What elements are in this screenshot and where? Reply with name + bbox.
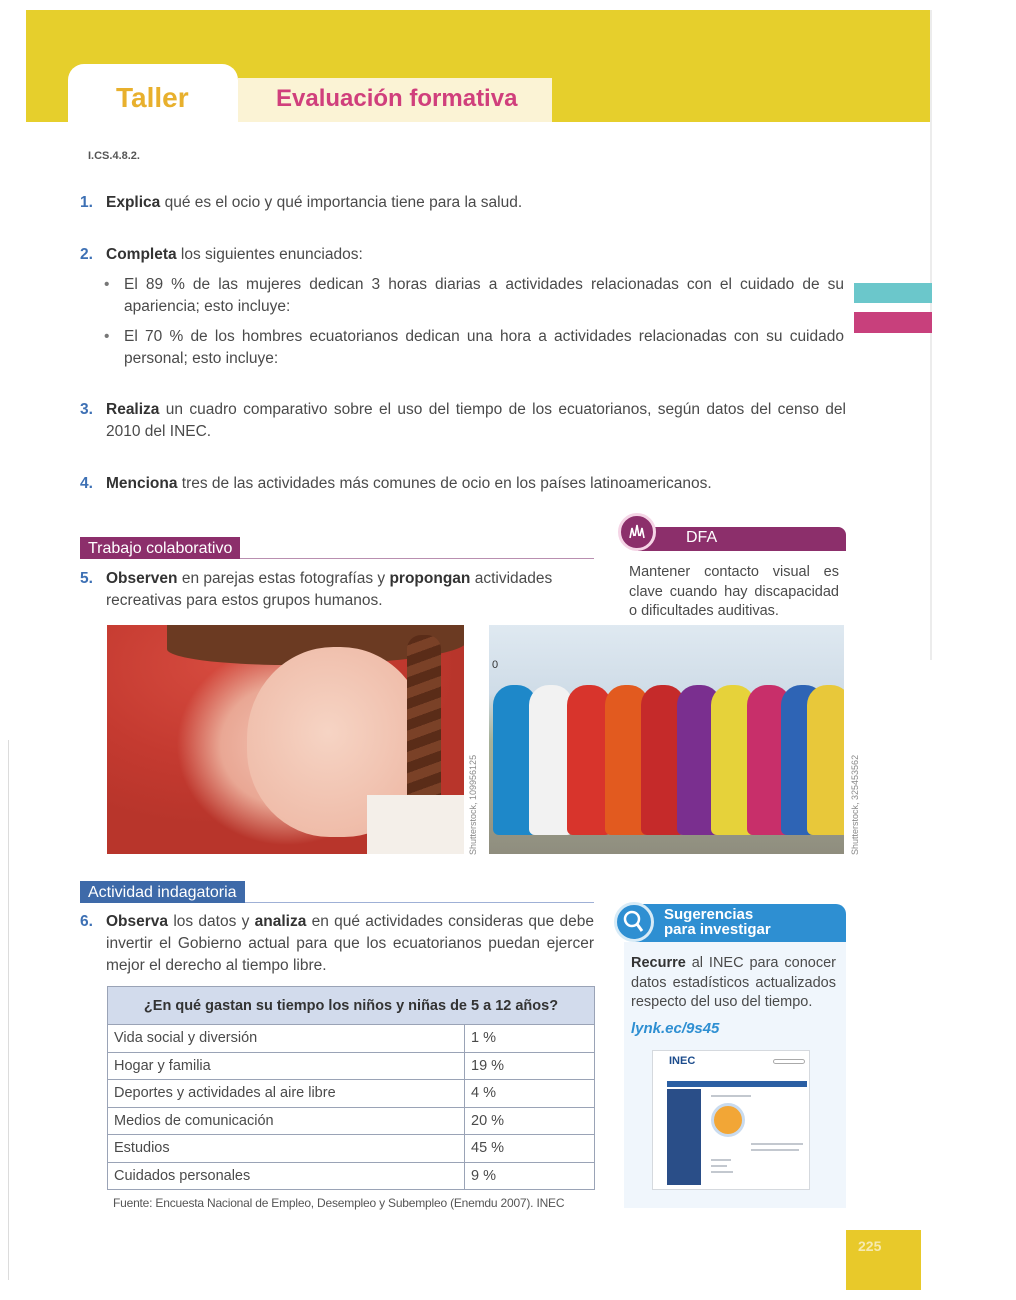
question-6: [80, 911, 594, 977]
text-line: [711, 1159, 731, 1161]
percent-cell: 1 %: [465, 1025, 595, 1053]
table-row: [108, 1025, 595, 1053]
question-text-2: en qué actividades consideras que debe invertir el Gobierno actual para que los ecuatorianos puedan ejercer mejor el derecho al tiempo libre.: [106, 913, 594, 974]
taller-title: Taller: [116, 82, 189, 113]
photo-girl: [107, 625, 464, 854]
text-line: [751, 1149, 799, 1151]
sugerencias-text: [631, 954, 836, 1013]
sugerencias-bar: [634, 904, 846, 942]
sugerencias-body: al INEC para conocer datos estadísticos actualizados respecto del uso del tiempo.: [631, 955, 836, 1010]
magnifier-icon: [614, 902, 654, 942]
question-verb: Completa: [106, 246, 177, 263]
section-heading-label: Trabajo colaborativo: [80, 537, 240, 559]
text-line: [711, 1165, 727, 1167]
percent-cell: 45 %: [465, 1135, 595, 1163]
table-title: ¿En qué gastan su tiempo los niños y niñas de 5 a 12 años?: [108, 987, 595, 1025]
crowd-figure: [807, 685, 844, 835]
bullet-text: El 70 % de los hombres ecuatorianos dedican una hora a actividades relacionadas con su cuidado personal; esto incluye:: [124, 328, 844, 367]
question-text: tres de las actividades más comunes de ocio en los países latinoamericanos.: [177, 475, 712, 492]
question-verb: Realiza: [106, 401, 160, 418]
nav-bar-thumbnail: [667, 1081, 807, 1087]
dfa-box: [618, 525, 846, 625]
table-source: Fuente: Encuesta Nacional de Empleo, Desempleo y Subempleo (Enemdu 2007). INEC: [113, 1196, 565, 1210]
activity-cell: Hogar y familia: [108, 1052, 465, 1080]
text-line: [711, 1095, 751, 1097]
globe-graphic: [711, 1103, 745, 1137]
photo-credit-2: Shutterstock, 325453562: [850, 754, 860, 855]
percent-cell: 9 %: [465, 1162, 595, 1190]
activity-cell: Medios de comunicación: [108, 1107, 465, 1135]
question-number: 4.: [80, 475, 93, 492]
table-row: [108, 1107, 595, 1135]
question-2: [80, 244, 850, 266]
skill-code: I.CS.4.8.2.: [88, 150, 140, 162]
question-text: los datos y: [168, 913, 255, 930]
right-rule: [930, 10, 932, 660]
photo-credit-1: Shutterstock, 109956125: [468, 754, 478, 855]
question-number: 5.: [80, 570, 93, 587]
section-heading-label: Actividad indagatoria: [80, 881, 245, 903]
question-1: [80, 192, 850, 214]
percent-cell: 20 %: [465, 1107, 595, 1135]
inec-link[interactable]: lynk.ec/9s45: [631, 1020, 720, 1037]
question-text-2: actividades recreativas para estos grupos humanos.: [106, 570, 553, 609]
activity-cell: Estudios: [108, 1135, 465, 1163]
table-row: [108, 1135, 595, 1163]
photo-marker: 0: [492, 659, 499, 671]
page-number-tab: [846, 1230, 921, 1290]
inec-website-thumbnail: [652, 1050, 810, 1190]
question-verb: Menciona: [106, 475, 178, 492]
question-4: [80, 473, 850, 495]
table-row: [108, 1052, 595, 1080]
dfa-bar: [638, 527, 846, 551]
bullet-dot: •: [104, 328, 110, 345]
photo-group: [489, 625, 844, 854]
table-row: [108, 1162, 595, 1190]
question-verb-2: propongan: [389, 570, 471, 587]
hands-icon: [618, 513, 656, 551]
trabajo-colaborativo-heading: [80, 537, 594, 559]
question-text: qué es el ocio y qué importancia tiene para la salud.: [160, 194, 523, 211]
page-number: 225: [858, 1238, 882, 1254]
side-marker-pink: [854, 312, 932, 333]
table-row: [108, 1080, 595, 1108]
bullet-dot: •: [104, 276, 110, 293]
activity-cell: Deportes y actividades al aire libre: [108, 1080, 465, 1108]
inec-logo: INEC: [669, 1055, 696, 1067]
left-rule: [8, 740, 9, 1280]
bullet-item: [104, 274, 844, 318]
evaluacion-tab: [238, 78, 552, 122]
table-header-row: [108, 987, 595, 1025]
bullet-item: [104, 326, 844, 370]
sugerencias-title-line1: Sugerencias: [664, 906, 754, 923]
activity-cell: Vida social y diversión: [108, 1025, 465, 1053]
text-line: [751, 1143, 803, 1145]
sugerencias-verb: Recurre: [631, 955, 686, 971]
question-number: 2.: [80, 246, 93, 263]
percent-cell: 4 %: [465, 1080, 595, 1108]
bullet-text: El 89 % de las mujeres dedican 3 horas diarias a actividades relacionadas con el cuidado de su apariencia; esto incluye:: [124, 276, 844, 315]
time-usage-table: [107, 986, 595, 1190]
side-menu-thumbnail: [667, 1089, 701, 1185]
percent-cell: 19 %: [465, 1052, 595, 1080]
evaluacion-title: Evaluación formativa: [276, 85, 518, 112]
question-verb-2: analiza: [254, 913, 307, 930]
actividad-indagatoria-heading: [80, 881, 594, 903]
search-bar-thumbnail: [773, 1059, 805, 1064]
question-verb: Observa: [106, 913, 169, 930]
question-number: 3.: [80, 401, 93, 418]
question-5: [80, 568, 594, 612]
girl-shirt: [367, 795, 464, 854]
question-text: un cuadro comparativo sobre el uso del tiempo de los ecuatorianos, según datos del censo del 2010 del INEC.: [106, 401, 846, 440]
question-text: los siguientes enunciados:: [176, 246, 363, 263]
question-verb: Observen: [106, 570, 178, 587]
question-number: 1.: [80, 194, 93, 211]
question-verb: Explica: [106, 194, 161, 211]
question-number: 6.: [80, 913, 93, 930]
dfa-title: DFA: [686, 529, 718, 546]
question-3: [80, 399, 846, 443]
question-text: en parejas estas fotografías y: [177, 570, 390, 587]
sugerencias-title-line2: para investigar: [664, 921, 771, 938]
activity-cell: Cuidados personales: [108, 1162, 465, 1190]
sugerencias-title: [664, 907, 824, 937]
taller-tab: [68, 64, 238, 130]
text-line: [711, 1171, 733, 1173]
dfa-text: Mantener contacto visual es clave cuando hay discapacidad o dificultades auditivas.: [629, 564, 839, 619]
side-marker-cyan: [854, 283, 932, 303]
